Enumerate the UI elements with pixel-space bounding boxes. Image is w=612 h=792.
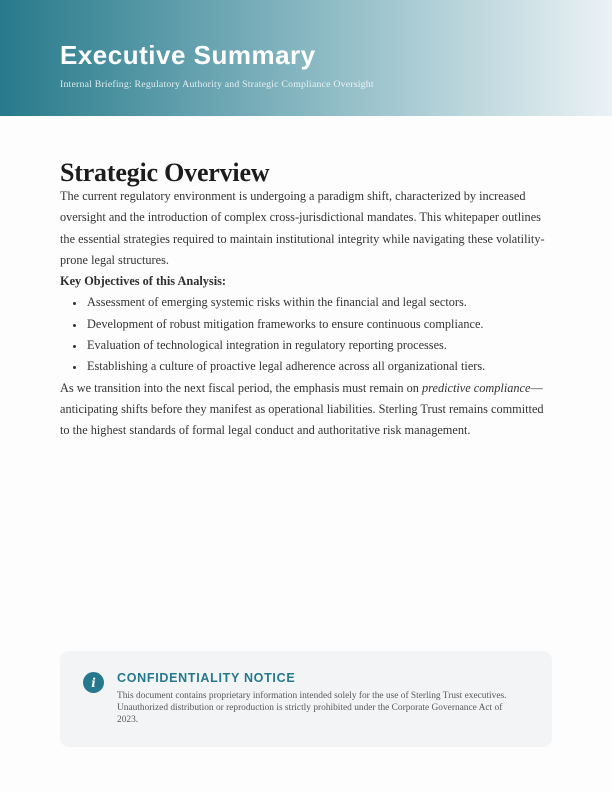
objectives-label: Key Objectives of this Analysis: bbox=[60, 274, 227, 289]
objective-item: • Development of robust mitigation frameworks to ensure continuous compliance. bbox=[85, 314, 554, 335]
notice-content bbox=[117, 671, 521, 747]
closing-text-end: —anticipating shifts before they manifest as operational liabilities. Sterling Trust remains committed to the highest standards of formal legal conduct and authoritative risk management. bbox=[60, 380, 544, 438]
objective-item: • Establishing a culture of proactive legal adherence across all organizational tiers. bbox=[85, 356, 554, 377]
info-icon bbox=[83, 672, 104, 693]
closing-paragraph bbox=[60, 378, 554, 442]
objective-item: • Evaluation of technological integration in regulatory reporting processes. bbox=[85, 335, 554, 356]
closing-italic-phrase: predictive compliance bbox=[422, 380, 531, 395]
closing-text-start: As we transition into the next fiscal period, the emphasis must remain on bbox=[60, 380, 423, 395]
main-content bbox=[0, 116, 612, 442]
intro-paragraph: The current regulatory environment is undergoing a paradigm shift, characterized by increased oversight and the introduction of complex cross-jurisdictional mandates. This whitepaper outlines the essential strategies required to maintain institutional integrity while navigating these volatility-prone legal structures. bbox=[60, 189, 545, 267]
objectives-list bbox=[60, 292, 554, 377]
objective-item: • Assessment of emerging systemic risks within the financial and legal sectors. bbox=[85, 292, 554, 313]
notice-title: CONFIDENTIALITY NOTICE bbox=[117, 671, 296, 685]
section-heading: Strategic Overview bbox=[60, 158, 270, 187]
notice-body: This document contains proprietary information intended solely for the use of Sterling Trust executives. Unauthorized distribution or reproduction is strictly prohibited under the Corporate Governance Act of 2023. bbox=[117, 691, 507, 726]
page-title: Executive Summary bbox=[60, 40, 316, 70]
page-header bbox=[0, 0, 612, 116]
page-subtitle: Internal Briefing: Regulatory Authority and Strategic Compliance Oversight bbox=[60, 78, 374, 90]
confidentiality-notice bbox=[60, 651, 552, 747]
info-icon-glyph: i bbox=[91, 675, 96, 690]
